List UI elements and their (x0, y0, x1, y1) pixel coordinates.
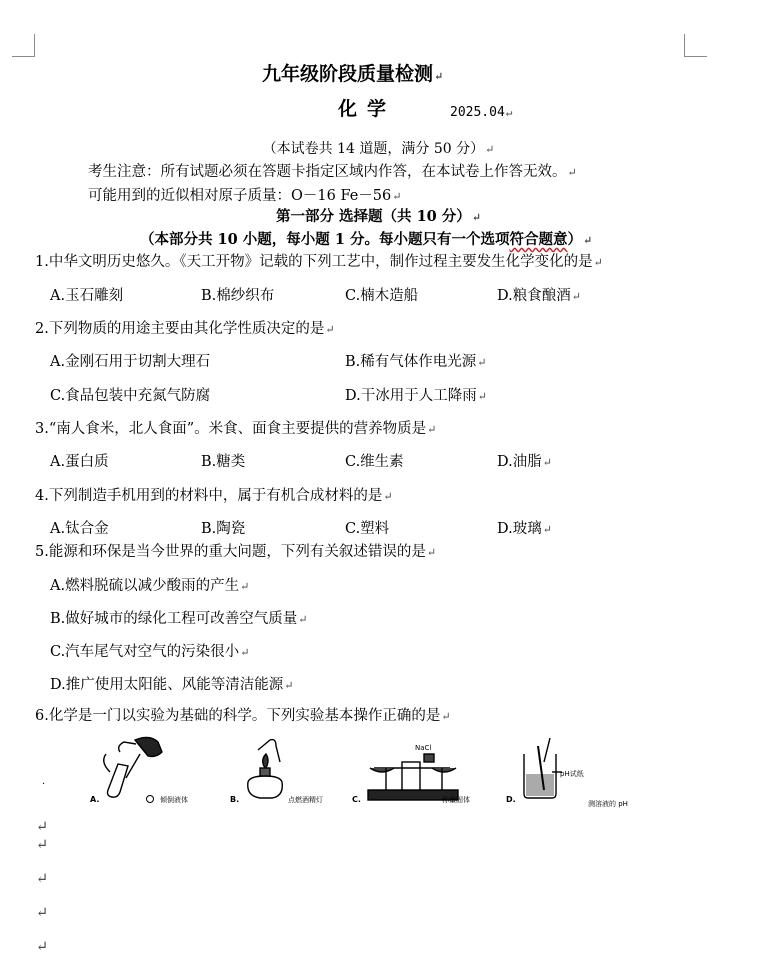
option-2a: A.金刚石用于切割大理石 (50, 354, 211, 370)
option-1b: B.棉纱织布 (201, 288, 275, 304)
option-4c: C.塑料 (345, 521, 390, 537)
figure-caption-b: 点燃酒精灯 (288, 796, 323, 804)
figure-label-a: A. (90, 795, 100, 804)
question-stem-2: 2.下列物质的用途主要由其化学性质决定的是↵ (35, 321, 335, 337)
empty-paragraph-2: ↵ (36, 837, 49, 853)
figure-strip-label: pH试纸 (560, 770, 584, 778)
stopper-icon (147, 796, 154, 803)
figure-caption-a: 倾倒液体 (160, 796, 188, 804)
figure-b-alcohol-lamp (248, 740, 283, 798)
figure-reagent-label: NaCl (415, 744, 432, 752)
option-2b: B.稀有气体作电光源↵ (345, 354, 487, 370)
option-2c: C.食品包装中充氮气防腐 (50, 388, 211, 404)
option-1d: D.粮食酿酒↵ (497, 288, 581, 304)
figure-label-d: D. (506, 795, 516, 804)
empty-paragraph-4: ↵ (36, 905, 49, 921)
exam-title: 九年级阶段质量检测↵ (262, 63, 444, 85)
paper-info: （本试卷共 14 道题，满分 50 分）↵ (262, 141, 495, 157)
question-stem-5: 5.能源和环保是当今世界的重大问题，下列有关叙述错误的是↵ (35, 544, 437, 560)
notice: 考生注意：所有试题必须在答题卡指定区域内作答，在本试卷上作答无效。↵ (88, 164, 577, 180)
figure-caption-c: 称量固体 (442, 796, 470, 804)
figure-label-c: C. (352, 795, 361, 804)
option-3b: B.糖类 (201, 454, 246, 470)
option-5b: B.做好城市的绿化工程可改善空气质量↵ (50, 611, 308, 627)
figure-label-b: B. (230, 795, 240, 804)
option-5c: C.汽车尾气对空气的污染很小↵ (50, 644, 250, 660)
question-stem-3: 3.“南人食米，北人食面”。米食、面食主要提供的营养物质是↵ (35, 421, 437, 437)
question-stem-1: 1.中华文明历史悠久。《天工开物》记载的下列工艺中，制作过程主要发生化学变化的是↵ (35, 254, 603, 270)
crop-mark-top-right (684, 34, 707, 57)
atomic-mass: 可能用到的近似相对原子质量：O－16 Fe－56↵ (88, 188, 402, 204)
part1-title: 第一部分 选择题（共 10 分）↵ (275, 208, 482, 225)
option-5a: A.燃料脱硫以减少酸雨的产生↵ (50, 578, 250, 594)
option-4a: A.钛合金 (50, 521, 109, 537)
option-5d: D.推广使用太阳能、风能等清洁能源↵ (50, 677, 294, 693)
option-3c: C.维生素 (345, 454, 404, 470)
option-4b: B.陶瓷 (201, 521, 246, 537)
empty-paragraph-5: ↵ (36, 939, 49, 955)
experiment-figure (40, 732, 660, 822)
figure-caption-d: 测溶液的 pH (588, 800, 628, 808)
option-1a: A.玉石雕刻 (50, 288, 124, 304)
option-3d: D.油脂↵ (497, 454, 552, 470)
option-2d: D.干冰用于人工降雨↵ (345, 388, 487, 404)
option-1c: C.楠木造船 (345, 288, 419, 304)
dot-mark: · (42, 779, 46, 790)
crop-mark-top-left (12, 34, 35, 57)
option-3a: A.蛋白质 (50, 454, 109, 470)
empty-paragraph-1: ↵ (36, 819, 49, 835)
figure-d-ph-test (524, 738, 562, 798)
figure-c-balance (368, 754, 458, 800)
option-4d: D.玻璃↵ (497, 521, 552, 537)
question-stem-6: 6.化学是一门以实验为基础的科学。下列实验基本操作正确的是↵ (35, 708, 451, 724)
exam-subject: 化学 (338, 98, 397, 120)
exam-date: 2025.04↵ (450, 105, 513, 120)
empty-paragraph-3: ↵ (36, 871, 49, 887)
part1-instruction: （本部分共 10 小题，每小题 1 分。每小题只有一个选项符合题意）↵ (140, 231, 593, 248)
figure-a-pouring (104, 737, 162, 797)
question-stem-4: 4.下列制造手机用到的材料中，属于有机合成材料的是↵ (35, 488, 393, 504)
